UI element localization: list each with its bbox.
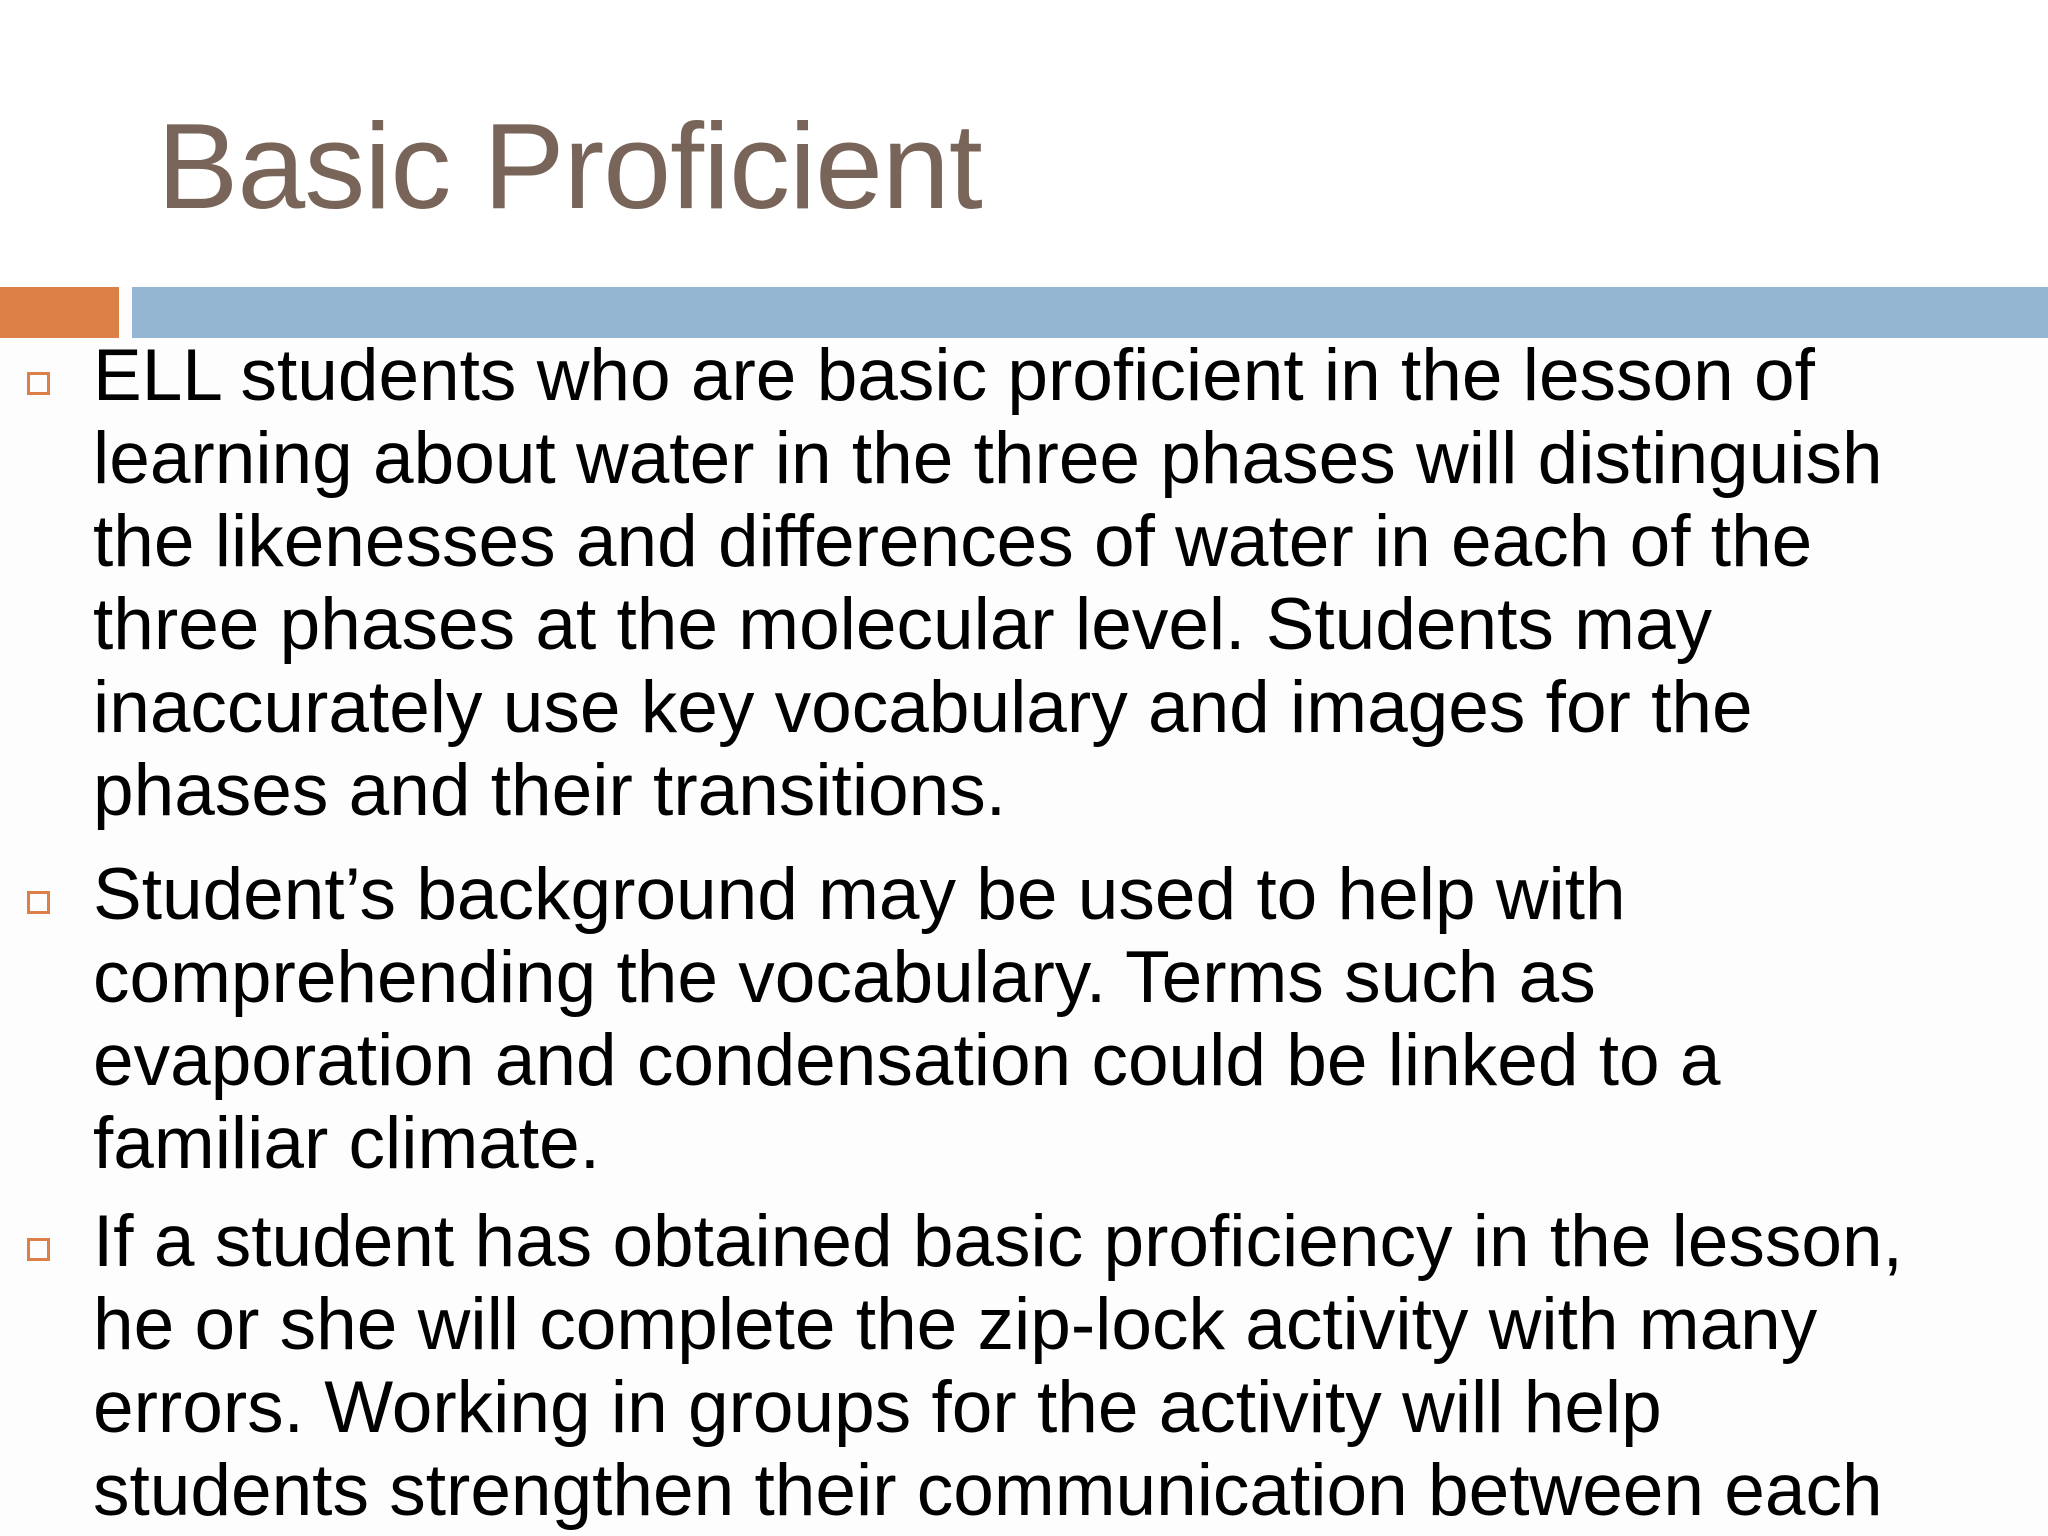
bullet-text: ELL students who are basic proficient in the lesson of learning about water in the three phases will distinguish the likenesses and differences of water in each of the three phases at the molecular level. Students may inaccurately use key vocabulary and images for the phases and their transitions.: [93, 338, 1883, 831]
title-divider: [0, 287, 2048, 338]
hollow-square-icon: [27, 372, 50, 395]
bullet-list: [0, 338, 2048, 1536]
bullet-text: If a student has obtained basic proficiency in the lesson, he or she will complete the zip-lock activity with many errors. Working in groups for the activity will help students strengthen their communication between each: [93, 1201, 1903, 1531]
divider-blue-bar: [132, 287, 2048, 338]
hollow-square-icon: [27, 1238, 50, 1261]
bullet-text: Student’s background may be used to help with comprehending the vocabulary. Terms such as evaporation and condensation could be linked to a familiar climate.: [93, 854, 1721, 1184]
divider-orange-block: [0, 287, 119, 338]
title-area: [0, 0, 2048, 287]
slide-title: Basic Proficient: [157, 98, 982, 234]
hollow-square-icon: [27, 891, 50, 914]
